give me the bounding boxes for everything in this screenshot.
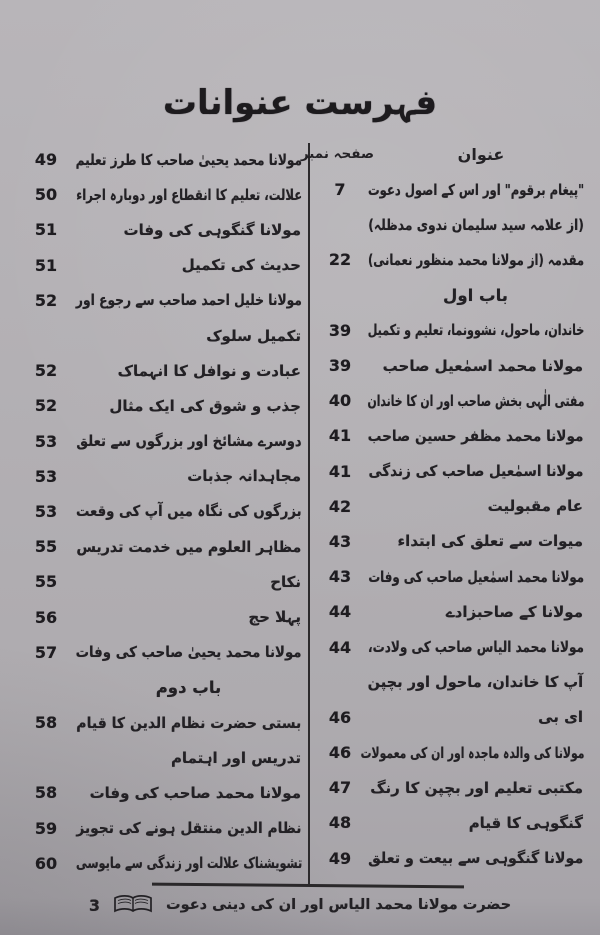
entry-page-number: 57 bbox=[34, 642, 58, 662]
entry-title: مولانا خلیل احمد صاحب سے رجوع اور bbox=[75, 291, 302, 310]
entry-page-number: 41 bbox=[328, 461, 352, 481]
toc-row bbox=[16, 740, 306, 775]
entry-title: عام مقبولیت bbox=[487, 497, 583, 516]
entry-title: مولانا کی والدہ ماجدہ اور ان کی معمولات bbox=[360, 743, 585, 762]
footer-rule bbox=[152, 883, 464, 888]
entry-title: مولانا محمد صاحب کی وفات bbox=[89, 783, 301, 802]
entry-page-number: 55 bbox=[34, 537, 58, 557]
entry-title: پہلا حج bbox=[248, 608, 301, 627]
toc-row bbox=[16, 177, 306, 212]
entry-page-number: 40 bbox=[328, 391, 352, 411]
toc-row bbox=[312, 629, 588, 664]
toc-row bbox=[312, 172, 588, 207]
entry-title: مولانا محمد اسمٰعیل صاحب کی وفات bbox=[368, 567, 585, 586]
entry-title: تشویشناک علالت اور زندگی سے مایوسی bbox=[76, 854, 303, 873]
toc-row bbox=[16, 353, 306, 388]
entry-page-number: 51 bbox=[34, 220, 58, 240]
toc-row bbox=[312, 594, 588, 629]
entry-title: عبادت و نوافل کا انہماک bbox=[117, 361, 301, 380]
toc-row bbox=[312, 313, 588, 348]
toc-row bbox=[312, 735, 588, 770]
chapter-heading-row bbox=[312, 278, 588, 313]
footer-book-title: حضرت مولانا محمد الیاس اور ان کی دینی دعوت bbox=[166, 897, 512, 913]
entry-page-number: 41 bbox=[328, 426, 352, 446]
entry-page-number: 59 bbox=[34, 818, 58, 838]
entry-title: تدریس اور اہتمام bbox=[170, 748, 301, 767]
column-divider bbox=[308, 143, 310, 886]
entry-page-number: 49 bbox=[328, 848, 352, 868]
toc-row bbox=[16, 283, 306, 318]
entry-page-number: 48 bbox=[328, 813, 352, 833]
entry-page-number: 43 bbox=[328, 531, 352, 551]
entry-page-number: 49 bbox=[34, 150, 58, 170]
entry-page-number: 43 bbox=[328, 567, 352, 587]
entry-page-number: 50 bbox=[34, 185, 58, 205]
toc-row bbox=[16, 424, 306, 459]
entry-title: مولانا گنگوہی سے بیعت و تعلق bbox=[368, 849, 584, 868]
toc-row bbox=[16, 635, 306, 670]
toc-row bbox=[16, 248, 306, 283]
toc-row bbox=[312, 559, 588, 594]
toc-row bbox=[312, 207, 588, 242]
entry-title: بستی حضرت نظام الدین کا قیام bbox=[76, 713, 302, 732]
entry-title: میوات سے تعلق کی ابتداء bbox=[397, 532, 583, 551]
page-title: فہرست عنوانات bbox=[162, 83, 438, 123]
toc-row bbox=[312, 348, 588, 383]
chapter-heading: باب دوم bbox=[155, 677, 222, 697]
entry-title: نظام الدین منتقل ہونے کی تجویز bbox=[76, 819, 302, 838]
entry-page-number: 39 bbox=[328, 320, 352, 340]
toc-row bbox=[16, 529, 306, 564]
entry-page-number: 46 bbox=[328, 743, 352, 763]
entry-title: "پیغام برقوم" اور اس کے اصول دعوت bbox=[368, 180, 585, 199]
footer-page-number: 3 bbox=[88, 895, 101, 915]
entry-page-number: 52 bbox=[34, 396, 58, 416]
entry-title: مولانا محمد یحییٰ صاحب کا طرز تعلیم bbox=[75, 150, 302, 169]
entry-title: مولانا گنگوہی کی وفات bbox=[123, 220, 301, 239]
entry-page-number: 22 bbox=[328, 250, 352, 270]
toc-row bbox=[16, 599, 306, 634]
toc-row bbox=[16, 318, 306, 353]
toc-column-right bbox=[300, 136, 588, 876]
toc-row bbox=[16, 212, 306, 247]
entry-title: مولانا کے صاحبزادے bbox=[445, 602, 583, 621]
chapter-heading-row bbox=[16, 670, 306, 705]
open-book-icon bbox=[112, 894, 154, 916]
entry-title: مولانا محمد الیاس صاحب کی ولادت، bbox=[368, 638, 584, 657]
toc-row bbox=[312, 489, 588, 524]
toc-row bbox=[312, 665, 588, 700]
toc-rows-right bbox=[312, 172, 588, 876]
entry-title: مجاہدانہ جذبات bbox=[187, 467, 301, 486]
toc-row bbox=[16, 564, 306, 599]
entry-title: حدیث کی تکمیل bbox=[181, 256, 301, 275]
toc-row bbox=[312, 242, 588, 277]
entry-title: مقدمہ (از مولانا محمد منظور نعمانی) bbox=[367, 250, 585, 269]
entry-title: علالت، تعلیم کا انقطاع اور دوبارہ اجراء bbox=[76, 185, 303, 204]
entry-page-number: 39 bbox=[328, 356, 352, 376]
entry-page-number: 42 bbox=[328, 496, 352, 516]
toc-row bbox=[16, 459, 306, 494]
entry-title: مفتی الٰہی بخش صاحب اور ان کا خاندان bbox=[367, 391, 585, 410]
entry-title: مکتبی تعلیم اور بچپن کا رنگ bbox=[370, 778, 583, 797]
toc-row bbox=[312, 454, 588, 489]
entry-page-number: 55 bbox=[34, 572, 58, 592]
entry-page-number: 47 bbox=[328, 778, 352, 798]
entry-title: مولانا محمد اسمٰعیل صاحب bbox=[382, 356, 583, 375]
entry-title: مولانا محمد یحییٰ صاحب کی وفات bbox=[75, 643, 302, 662]
entry-page-number: 58 bbox=[34, 713, 58, 733]
chapter-heading: باب اول bbox=[443, 285, 508, 305]
entry-page-number: 52 bbox=[34, 361, 58, 381]
entry-page-number: 44 bbox=[328, 602, 352, 622]
entry-page-number: 44 bbox=[328, 637, 352, 657]
toc-row bbox=[312, 805, 588, 840]
entry-page-number: 53 bbox=[34, 501, 58, 521]
toc-row bbox=[312, 524, 588, 559]
entry-page-number: 60 bbox=[34, 853, 58, 873]
toc-row bbox=[16, 775, 306, 810]
toc-row bbox=[312, 700, 588, 735]
toc-row bbox=[16, 811, 306, 846]
entry-title: نکاح bbox=[270, 572, 301, 591]
toc-rows-left bbox=[16, 142, 306, 881]
entry-page-number: 51 bbox=[34, 255, 58, 275]
entry-title: آپ کا خاندان، ماحول اور بچپن bbox=[367, 673, 584, 692]
entry-title: دوسرے مشائخ اور بزرگوں سے تعلق bbox=[76, 432, 302, 451]
entry-title: تکمیل سلوک bbox=[206, 326, 301, 345]
entry-title: خاندان، ماحول، نشوونما، تعلیم و تکمیل bbox=[367, 321, 585, 340]
toc-column-left bbox=[16, 142, 306, 881]
entry-title: مولانا اسمٰعیل صاحب کی زندگی bbox=[368, 462, 584, 481]
toc-row bbox=[16, 494, 306, 529]
entry-page-number: 53 bbox=[34, 431, 58, 451]
entry-page-number: 46 bbox=[328, 707, 352, 727]
toc-row bbox=[16, 388, 306, 423]
toc-row bbox=[16, 705, 306, 740]
entry-title: جذب و شوق کی ایک مثال bbox=[109, 396, 301, 415]
entry-title: ای بی bbox=[538, 708, 583, 727]
entry-title: گنگوہی کا قیام bbox=[468, 813, 583, 832]
entry-title: (از علامہ سید سلیمان ندوی مدظلہ) bbox=[368, 215, 584, 234]
toc-row bbox=[312, 841, 588, 876]
toc-row bbox=[312, 770, 588, 805]
entry-page-number: 56 bbox=[34, 607, 58, 627]
entry-title: بزرگوں کی نگاہ میں آپ کی وقعت bbox=[75, 502, 302, 521]
entry-page-number: 52 bbox=[34, 290, 58, 310]
entry-title: مولانا محمد مظفر حسین صاحب bbox=[367, 426, 584, 445]
entry-title: مظاہر العلوم میں خدمت تدریس bbox=[76, 537, 302, 556]
toc-row bbox=[312, 418, 588, 453]
toc-row bbox=[16, 142, 306, 177]
header-title-label: عنوان bbox=[457, 144, 505, 164]
entry-page-number: 53 bbox=[34, 466, 58, 486]
entry-page-number: 7 bbox=[334, 180, 346, 200]
toc-row bbox=[312, 383, 588, 418]
header-page-number-label: صفحہ نمبر bbox=[300, 146, 374, 162]
page-footer bbox=[0, 894, 600, 916]
entry-page-number: 58 bbox=[34, 783, 58, 803]
toc-row bbox=[16, 846, 306, 881]
table-header bbox=[300, 136, 588, 172]
